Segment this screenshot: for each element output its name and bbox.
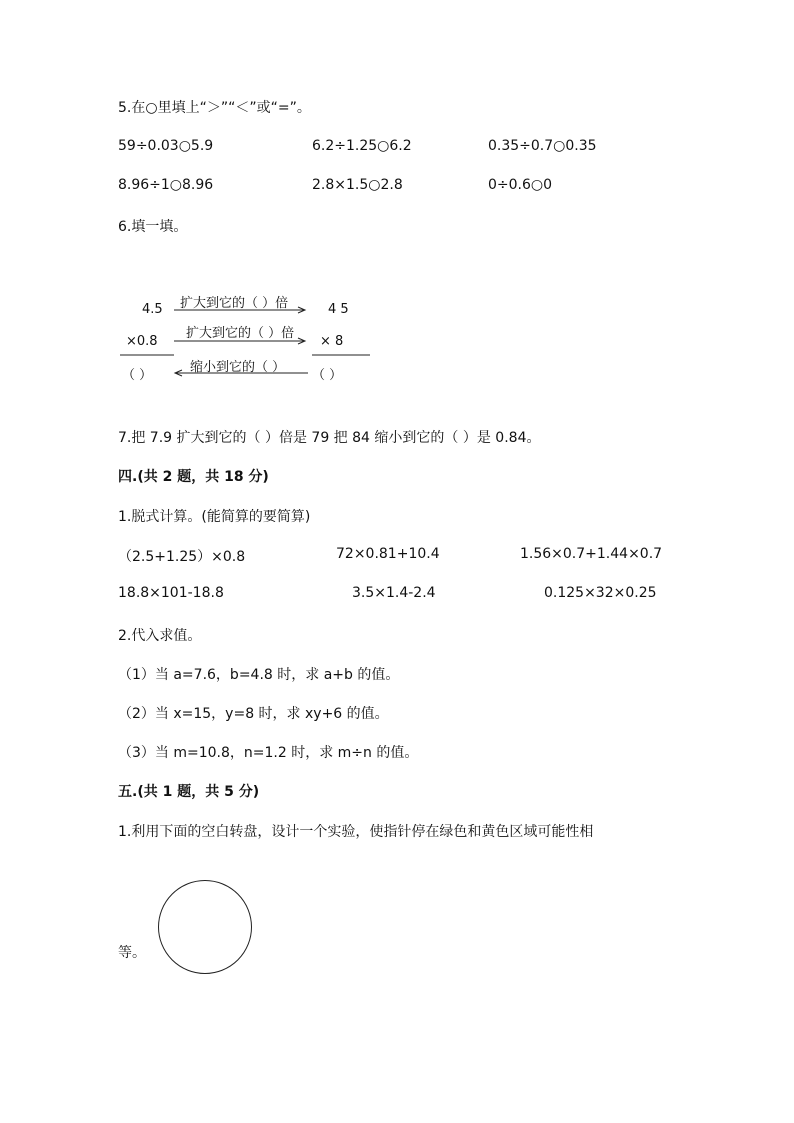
diagram-right-mid: × 8 (320, 334, 344, 349)
calc-item: （2.5+1.25）×0.8 (118, 549, 246, 565)
diagram-left-mid: ×0.8 (126, 334, 158, 349)
q5-title: 5.在○里填上“＞”“＜”或“=”。 (118, 100, 311, 116)
diagram-left-top: 4.5 (142, 302, 163, 317)
substitution-item: （1）当 a=7.6，b=4.8 时，求 a+b 的值。 (118, 667, 400, 683)
q5-item: 0÷0.6○0 (488, 177, 553, 193)
diagram-left-bottom: （ ） (122, 368, 153, 383)
diagram-right-bottom: （ ） (312, 368, 343, 383)
calc-item: 3.5×1.4-2.4 (352, 585, 436, 601)
q5-item: 59÷0.03○5.9 (118, 138, 214, 154)
calc-item: 18.8×101-18.8 (118, 585, 224, 601)
q5-item: 2.8×1.5○2.8 (312, 177, 403, 193)
s4q2-title: 2.代入求值。 (118, 628, 202, 644)
diagram-right-top: 4 5 (328, 302, 349, 317)
q5-item: 6.2÷1.25○6.2 (312, 138, 412, 154)
substitution-item: （2）当 x=15，y=8 时，求 xy+6 的值。 (118, 706, 389, 722)
substitution-item: （3）当 m=10.8，n=1.2 时，求 m÷n 的值。 (118, 745, 419, 761)
diagram-arrow3-label: 缩小到它的（ ） (190, 360, 286, 375)
q7-text: 7.把 7.9 扩大到它的（ ）倍是 79 把 84 缩小到它的（ ）是 0.84。 (118, 430, 541, 446)
section-4-title: 四.(共 2 题，共 18 分) (118, 469, 269, 485)
s4q1-title: 1.脱式计算。(能简算的要简算) (118, 509, 311, 525)
q5-item: 0.35÷0.7○0.35 (488, 138, 597, 154)
s5q1-tail: 等。 (118, 945, 146, 961)
diagram-arrow1-label: 扩大到它的（ ）倍 (180, 296, 289, 311)
q5-item: 8.96÷1○8.96 (118, 177, 214, 193)
section-5-title: 五.(共 1 题，共 5 分) (118, 784, 260, 800)
q6-title: 6.填一填。 (118, 219, 188, 235)
s5q1-text: 1.利用下面的空白转盘，设计一个实验，使指针停在绿色和黄色区域可能性相 (118, 824, 594, 840)
calc-item: 1.56×0.7+1.44×0.7 (520, 546, 663, 562)
blank-spinner-circle (158, 880, 252, 974)
calc-item: 72×0.81+10.4 (336, 546, 440, 562)
diagram-arrow2-label: 扩大到它的（ ）倍 (186, 326, 295, 341)
multiplication-diagram (118, 288, 378, 388)
calc-item: 0.125×32×0.25 (544, 585, 657, 601)
